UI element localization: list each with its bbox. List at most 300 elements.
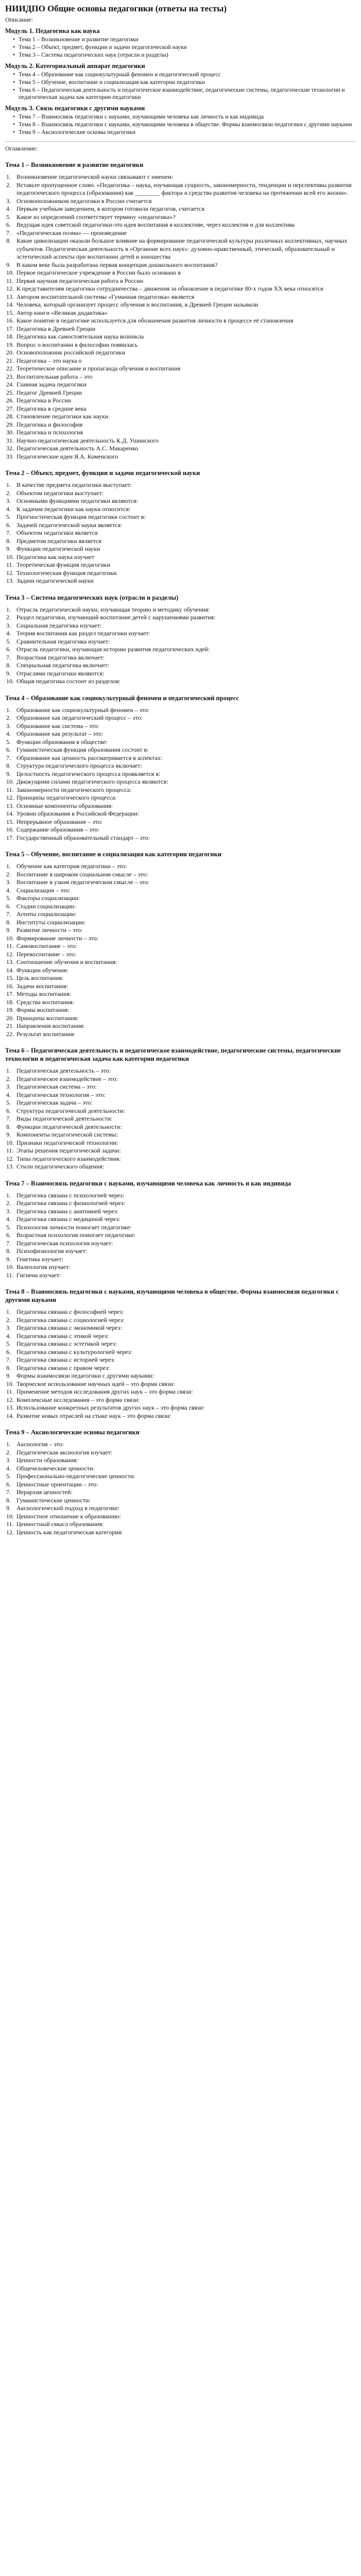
table-of-contents: [5, 16, 356, 136]
question-text: Предметом педагогики является: [16, 537, 101, 545]
question-number: 6.: [6, 1107, 11, 1114]
question-item: [5, 998, 356, 1007]
question-number: 11.: [6, 1520, 14, 1528]
section-title: Тема 5 – Обучение, воспитание и социализация как категории педагогики: [5, 851, 222, 858]
question-text: Основными функциями педагогики являются:: [16, 497, 138, 504]
question-item: [5, 1412, 356, 1420]
question-item: [5, 489, 356, 498]
question-item: [5, 1208, 356, 1216]
question-number: 8.: [6, 1123, 11, 1130]
question-number: 18.: [6, 333, 14, 340]
question-item: [5, 445, 356, 453]
question-text: Ценностное отношение к образованию:: [16, 1512, 121, 1520]
question-item: [5, 405, 356, 413]
question-item: [5, 910, 356, 919]
question-text: Педагогика связана с психологией через:: [16, 1191, 125, 1199]
question-number: 4.: [6, 1464, 11, 1472]
question-number: 3.: [6, 1207, 11, 1215]
question-number: 16.: [6, 317, 14, 324]
question-number: 5.: [6, 637, 11, 645]
section-title: Тема 1 – Возникновение и развитие педагогики: [5, 161, 144, 168]
question-item: [5, 529, 356, 537]
question-number: 10.: [6, 1380, 14, 1387]
toc-module-title[interactable]: Модуль 3. Связь педагогики с другими науками: [5, 105, 145, 112]
question-number: 2.: [6, 1075, 11, 1082]
question-item: [5, 1099, 356, 1107]
question-text: Государственный образовательный стандарт – это:: [16, 834, 150, 841]
question-number: 20.: [6, 1014, 14, 1022]
toc-label: Описание:: [5, 16, 33, 23]
question-number: 2.: [6, 614, 11, 621]
question-text: Ценностный смысл образования:: [16, 1520, 104, 1528]
question-item: [5, 1131, 356, 1139]
question-number: 13.: [6, 958, 14, 965]
question-number: 3.: [6, 621, 11, 629]
question-item: [5, 221, 356, 229]
question-number: 22.: [6, 1030, 14, 1038]
question-number: 11.: [6, 786, 14, 793]
question-item: [5, 285, 356, 293]
question-number: 22.: [6, 365, 14, 372]
question-number: 17.: [6, 834, 14, 841]
question-text: Психология личности помогает педагогике:: [16, 1223, 132, 1231]
topic-section: [5, 1287, 356, 1420]
question-item: [5, 389, 356, 397]
question-text: Объектом педагогики является: [16, 529, 98, 536]
question-text: Возрастная педагогика включает:: [16, 653, 105, 661]
question-item: [5, 778, 356, 786]
question-item: [5, 437, 356, 445]
question-item: [5, 770, 356, 778]
question-text: Задачи воспитания:: [16, 982, 68, 990]
question-number: 1.: [6, 1440, 11, 1448]
question-number: 11.: [6, 1271, 14, 1279]
question-number: 3.: [6, 878, 11, 886]
question-item: [5, 1192, 356, 1200]
question-number: 4.: [6, 630, 11, 637]
question-number: 9.: [6, 926, 11, 934]
question-number: 21.: [6, 1022, 14, 1029]
toc-theme-item[interactable]: • Тема 4 – Образование как социокультурный феномен и педагогический процесс: [19, 71, 356, 78]
question-text: Валеология изучает:: [16, 1263, 71, 1270]
question-item: [5, 967, 356, 975]
question-number: 9.: [6, 669, 11, 677]
topic-section: [5, 1428, 356, 1536]
question-item: [5, 919, 356, 927]
question-item: [5, 1529, 356, 1537]
question-item: [5, 381, 356, 389]
question-item: [5, 887, 356, 895]
question-number: 2.: [6, 1199, 11, 1207]
question-item: [5, 1163, 356, 1171]
question-text: Педагогика связана с культурологией через:: [16, 1348, 132, 1355]
question-number: 28.: [6, 413, 14, 420]
question-text: Теоретическое описание и пропаганда обучения и воспитания: [16, 365, 181, 372]
question-number: 30.: [6, 429, 14, 436]
question-text: Педагогическая психология изучает:: [16, 1239, 113, 1247]
question-text: Гигиена изучает:: [16, 1271, 61, 1279]
topic-section: [5, 1179, 356, 1280]
question-number: 6.: [6, 646, 11, 653]
question-number: 5.: [6, 738, 11, 745]
question-item: [5, 397, 356, 405]
question-number: 5.: [6, 894, 11, 902]
question-text: Виды педагогической деятельности:: [16, 1115, 113, 1122]
question-number: 10.: [6, 677, 14, 685]
question-number: 12.: [6, 1528, 14, 1536]
question-item: [5, 903, 356, 911]
question-number: 17.: [6, 990, 14, 997]
question-item: [5, 1520, 356, 1529]
question-text: Иерархия ценностей:: [16, 1488, 73, 1496]
question-item: [5, 1372, 356, 1380]
question-item: [5, 1380, 356, 1388]
toc-theme-item[interactable]: • Тема 5 – Обучение, воспитание и социализация как категории педагогики: [19, 79, 356, 86]
question-number: 9.: [6, 1131, 11, 1138]
question-item: [5, 826, 356, 834]
question-item: [5, 1231, 356, 1240]
question-text: Педагогика связана с медициной через:: [16, 1215, 121, 1223]
question-number: 4.: [6, 730, 11, 737]
question-item: [5, 1199, 356, 1208]
question-item: [5, 173, 356, 181]
question-number: 11.: [6, 1388, 14, 1395]
question-item: [5, 521, 356, 530]
question-number: 7.: [6, 1115, 11, 1122]
question-text: Гуманистическая функция образования состоит в:: [16, 746, 149, 753]
question-text: Творческое использование научных идей – это форма связи:: [16, 1380, 175, 1387]
question-item: [5, 1006, 356, 1014]
question-item: [5, 1324, 356, 1332]
question-number: 1.: [6, 862, 11, 870]
question-text: Автором воспитательной системы «Гуманная педагогика» является: [16, 293, 195, 300]
question-text: Типы педагогического взаимодействия:: [16, 1155, 121, 1162]
question-item: [5, 670, 356, 678]
question-item: [5, 646, 356, 654]
question-item: [5, 1272, 356, 1280]
question-number: 29.: [6, 420, 14, 428]
question-item: [5, 333, 356, 341]
question-text: Психофизиология изучает:: [16, 1247, 88, 1255]
question-text: Компоненты педагогической системы:: [16, 1131, 118, 1138]
question-text: Функции педагогической деятельности:: [16, 1123, 122, 1130]
question-text: Педагогика в средние века: [16, 404, 87, 412]
question-number: 12.: [6, 569, 14, 577]
question-item: [5, 497, 356, 505]
question-item: [5, 453, 356, 461]
question-number: 12.: [6, 285, 14, 292]
question-text: Прогностическая функция педагогики состоит в:: [16, 513, 146, 520]
question-text: Обучение как категория педагогики – это:: [16, 862, 127, 870]
question-text: Главная задача педагогики: [16, 381, 87, 388]
question-number: 7.: [6, 529, 11, 536]
question-text: Агенты социализации:: [16, 910, 77, 918]
question-item: [5, 738, 356, 747]
toc-theme-item[interactable]: • Тема 2 – Объект, предмет, функции и задачи педагогической науки: [19, 44, 356, 51]
question-text: Педагогика как наука изучает: [16, 553, 94, 561]
question-text: Непрерывное образование – это:: [16, 818, 103, 825]
question-item: [5, 1308, 356, 1316]
question-text: Педагогическая деятельность – это:: [16, 1067, 111, 1074]
question-text: Педагогика связана с этикой через:: [16, 1332, 109, 1340]
question-text: «Педагогическая поэма» — произведение: [16, 229, 127, 236]
question-item: [5, 714, 356, 722]
question-text: Педагогика связана с историей через:: [16, 1356, 115, 1363]
question-text: Какое понятие в педагогике используется для обозначения развития личности в процессе её становления: [16, 317, 294, 324]
question-text: Закономерности педагогического процесса:: [16, 786, 132, 793]
question-text: В качестве предмета педагогики выступает:: [16, 481, 132, 488]
question-text: Формы взаимосвязи педагогики с другими науками:: [16, 1372, 154, 1379]
question-item: [5, 365, 356, 373]
question-number: 5.: [6, 1340, 11, 1347]
question-text: Средства воспитания:: [16, 998, 75, 1006]
question-text: Образование как ценность рассматривается в аспектах:: [16, 754, 163, 761]
question-item: [5, 982, 356, 991]
question-text: Использование конкретных результатов других наук – это форма связи:: [16, 1404, 205, 1411]
question-number: 11.: [6, 561, 14, 568]
question-item: [5, 1348, 356, 1357]
question-number: 1.: [6, 1191, 11, 1199]
question-item: [5, 1356, 356, 1364]
question-number: 5.: [6, 1223, 11, 1231]
question-number: 9.: [6, 1255, 11, 1263]
question-text: Функции обучения:: [16, 966, 68, 974]
question-text: Комплексные исследования – это форма связи:: [16, 1396, 140, 1403]
question-item: [5, 862, 356, 871]
question-text: Аксиологический подход в педагогике:: [16, 1504, 120, 1512]
question-item: [5, 505, 356, 514]
question-text: Какое из определений соответствует термину «педагогика»?: [16, 213, 176, 221]
question-item: [5, 1091, 356, 1099]
question-item: [5, 614, 356, 622]
question-text: Признаки педагогической технологии:: [16, 1139, 118, 1146]
question-text: Вставьте пропущенное слово. «Педагогика – наука, изучающая сущность, закономерности, тенденции и перспективы развития педагогического процесса (образования) как ________ фактора и средства развития человека на протяжении всей его жизни».: [16, 181, 352, 196]
question-number: 23.: [6, 372, 14, 380]
question-item: [5, 1014, 356, 1023]
question-text: Методы воспитания:: [16, 990, 72, 997]
question-number: 4.: [6, 205, 11, 212]
question-item: [5, 754, 356, 762]
question-item: [5, 1107, 356, 1115]
question-number: 10.: [6, 1512, 14, 1520]
question-text: Основоположник российской педагогики: [16, 349, 125, 356]
question-number: 7.: [6, 1488, 11, 1496]
question-number: 2.: [6, 489, 11, 497]
question-number: 1.: [6, 173, 11, 180]
question-text: Педагогическое взаимодействие – это:: [16, 1075, 118, 1082]
question-number: 13.: [6, 1404, 14, 1411]
question-text: Становление педагогики как науки: [16, 413, 109, 420]
question-number: 11.: [6, 942, 14, 950]
question-number: 26.: [6, 397, 14, 404]
question-text: Целостность педагогического процесса проявляется в:: [16, 770, 161, 777]
question-text: Основоположником педагогики в России считается: [16, 197, 152, 205]
question-item: [5, 810, 356, 818]
question-item: [5, 1067, 356, 1075]
question-text: Ведущая идея советской педагогики-это идея воспитания в коллективе, через коллектив и для коллектива: [16, 221, 295, 228]
question-text: Воспитание в широком социальном смысле – это:: [16, 870, 148, 878]
question-text: Гуманистические ценности:: [16, 1496, 91, 1504]
question-text: В каком веке была разработана первая концепция дошкольного воспитания?: [16, 261, 218, 268]
question-number: 32.: [6, 445, 14, 452]
question-item: [5, 654, 356, 662]
question-item: [5, 1139, 356, 1147]
question-item: [5, 1215, 356, 1224]
topic-section: [5, 694, 356, 842]
toc-module-title[interactable]: Модуль 1. Педагогика как наука: [5, 27, 100, 35]
question-text: Первая научная педагогическая работа в России: [16, 277, 144, 284]
question-text: Образование как система – это:: [16, 722, 99, 730]
question-item: [5, 722, 356, 731]
toc-theme-item[interactable]: • Тема 6 – Педагогическая деятельность и педагогическое взаимодействие, педагогические системы, педагогические технологии и педагогическая задача как категории педагогики: [19, 87, 356, 101]
question-item: [5, 1404, 356, 1412]
question-number: 2.: [6, 714, 11, 721]
question-item: [5, 1256, 356, 1264]
question-item: [5, 834, 356, 842]
section-title: Тема 7 – Взаимосвязь педагогики с науками, изучающими человека как личность и как индивида: [5, 1179, 291, 1187]
question-item: [5, 1075, 356, 1083]
question-number: 5.: [6, 513, 11, 520]
question-item: [5, 1481, 356, 1489]
question-number: 1.: [6, 706, 11, 714]
question-text: Какие цивилизации оказали большое влияние на формирование педагогической культуры различных коллективных, научных субъектов. Педагогическая деятельность в «Органоне всех наук»: духовно-нравственный, этический, образовательный и эстетический аспекты при воспитании детей и юношества: [16, 237, 348, 260]
question-number: 10.: [6, 778, 14, 785]
question-text: Теория воспитания как раздел педагогики изучает:: [16, 630, 150, 637]
toc-theme-item[interactable]: • Тема 1 – Возникновение и развитие педагогики: [19, 36, 356, 43]
question-text: Образование как педагогический процесс – это:: [16, 714, 143, 721]
question-number: 17.: [6, 325, 14, 332]
question-number: 14.: [6, 301, 14, 308]
question-item: [5, 237, 356, 261]
question-number: 3.: [6, 1083, 11, 1090]
question-number: 33.: [6, 452, 14, 460]
question-number: 15.: [6, 818, 14, 825]
question-text: Социальная педагогика изучает:: [16, 621, 102, 629]
question-text: Развитие новых отраслей на стыке наук – это форма связи:: [16, 1412, 171, 1419]
question-item: [5, 537, 356, 546]
question-number: 10.: [6, 1263, 14, 1270]
question-text: Задачи педагогической науки: [16, 577, 94, 584]
question-text: Задачей педагогической науки является:: [16, 521, 123, 529]
question-item: [5, 935, 356, 943]
question-text: Стадии социализации:: [16, 902, 76, 910]
question-item: [5, 942, 356, 951]
question-number: 11.: [6, 1147, 14, 1154]
question-number: 12.: [6, 1155, 14, 1162]
section-title: Тема 3 – Система педагогических наук (отрасли и разделы): [5, 594, 179, 601]
question-number: 13.: [6, 802, 14, 809]
topic-section: [5, 594, 356, 686]
question-text: Специальная педагогика включает:: [16, 662, 109, 669]
question-item: [5, 1396, 356, 1404]
question-number: 10.: [6, 269, 14, 276]
question-text: Профессионально-педагогические ценности:: [16, 1472, 135, 1480]
question-item: [5, 1247, 356, 1256]
question-number: 8.: [6, 1496, 11, 1504]
toc-theme-item[interactable]: • Тема 9 – Аксиологические основы педагогики: [19, 129, 356, 136]
question-text: Стили педагогического общения:: [16, 1163, 105, 1170]
question-item: [5, 481, 356, 489]
question-text: Педагогика и философия: [16, 420, 83, 428]
question-item: [5, 871, 356, 879]
question-item: [5, 1263, 356, 1272]
question-text: Функции педагогической науки: [16, 545, 100, 552]
question-text: Первое педагогическое учреждение в России было основано в: [16, 269, 181, 276]
content-label: Оглавление:: [5, 145, 38, 152]
question-number: 14.: [6, 810, 14, 817]
question-number: 3.: [6, 1456, 11, 1464]
question-item: [5, 577, 356, 585]
question-text: Институты социализации:: [16, 918, 86, 926]
question-text: Возникновение педагогической науки связывают с именем:: [16, 173, 174, 180]
toc-module-title[interactable]: Модуль 2. Категориальный аппарат педагогики: [5, 62, 145, 70]
question-item: [5, 261, 356, 269]
question-item: [5, 1022, 356, 1030]
divider: [5, 141, 356, 142]
question-text: Образование как социокультурный феномен – это:: [16, 706, 150, 714]
toc-theme-item[interactable]: • Тема 3 – Система педагогических наук (отрасли и разделы): [19, 52, 356, 59]
question-number: 4.: [6, 1091, 11, 1098]
question-text: Педагогика связана с правом через:: [16, 1364, 110, 1371]
question-item: [5, 429, 356, 437]
question-text: Первым учебным заведением, в котором готовили педагогов, считается: [16, 205, 204, 212]
question-number: 6.: [6, 746, 11, 753]
question-item: [5, 1449, 356, 1457]
question-item: [5, 293, 356, 301]
question-item: [5, 1488, 356, 1497]
question-item: [5, 513, 356, 521]
question-item: [5, 1472, 356, 1481]
question-number: 4.: [6, 1332, 11, 1340]
topic-section: [5, 1046, 356, 1171]
question-item: [5, 1147, 356, 1155]
question-item: [5, 1240, 356, 1248]
question-item: [5, 229, 356, 238]
question-text: Педагогика – это наука о: [16, 357, 82, 364]
question-number: 7.: [6, 653, 11, 661]
toc-theme-item[interactable]: • Тема 8 – Взаимосвязь педагогики с науками, изучающими человека в обществе. Формы взаимосвязи педагогики с другими науками: [19, 121, 356, 128]
question-number: 5.: [6, 1099, 11, 1106]
question-item: [5, 569, 356, 578]
question-item: [5, 205, 356, 213]
question-number: 18.: [6, 998, 14, 1006]
section-title: Тема 6 – Педагогическая деятельность и педагогическое взаимодействие, педагогические системы, педагогические технологии и педагогическая задача как категории педагогики: [5, 1047, 341, 1062]
question-text: Отрасль педагогики, изучающая историю развития педагогических идей:: [16, 646, 210, 653]
question-text: Направления воспитания:: [16, 1022, 85, 1029]
question-number: 2.: [6, 181, 11, 189]
question-text: Общечеловеческие ценности:: [16, 1464, 95, 1472]
question-text: Педагогическая деятельность А.С. Макаренко: [16, 445, 139, 452]
question-text: Педагогика и психология: [16, 429, 83, 436]
question-text: Ценности образования:: [16, 1456, 78, 1464]
question-number: 21.: [6, 357, 14, 364]
question-text: Уровни образования в Российской Федерации:: [16, 810, 140, 817]
question-item: [5, 706, 356, 715]
question-text: Аксиология – это:: [16, 1440, 64, 1448]
question-number: 27.: [6, 404, 14, 412]
question-text: Принципы воспитания:: [16, 1014, 79, 1022]
question-item: [5, 1504, 356, 1513]
question-number: 19.: [6, 341, 14, 348]
question-text: Автор книги «Великая дидактика»: [16, 309, 108, 316]
toc-theme-item[interactable]: • Тема 7 – Взаимосвязь педагогики с науками, изучающими человека как личность и как индивида: [19, 113, 356, 121]
question-number: 2.: [6, 1316, 11, 1324]
question-item: [5, 277, 356, 285]
question-number: 8.: [6, 662, 11, 669]
question-text: Педагогика связана с физиологией через:: [16, 1199, 125, 1207]
question-number: 13.: [6, 293, 14, 300]
question-text: Образование как результат – это:: [16, 730, 104, 737]
